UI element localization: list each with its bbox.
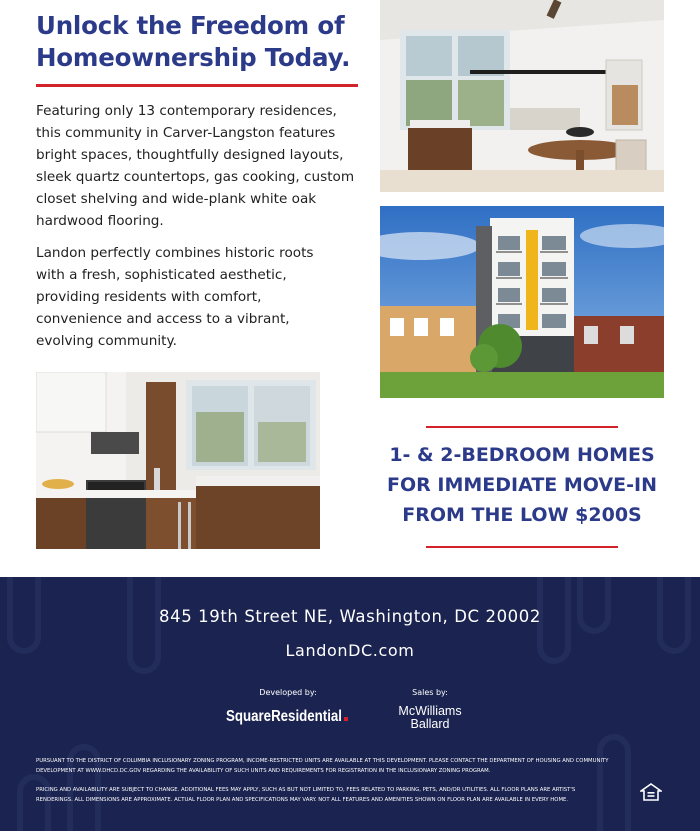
offer-line-2: FOR IMMEDIATE MOVE-IN — [387, 474, 657, 496]
equal-housing-opportunity-icon — [640, 783, 662, 801]
website-link[interactable]: LandonDC.com — [285, 641, 415, 660]
headline-underline — [36, 84, 358, 87]
description-paragraph-2: Landon perfectly combines historic roots with a fresh, sophisticated aesthetic, providing residents with comfort, convenience and access to a vibrant, evolving community. — [36, 245, 314, 349]
description-paragraph-1: Featuring only 13 contemporary residences, this community in Carver-Langston features bright spaces, thoughtfully designed layouts, sleek quartz countertops, gas cooking, custom closet shelving and wide-plank white oak hardwood flooring. — [36, 103, 355, 229]
offer-line-1: 1- & 2-BEDROOM HOMES — [389, 444, 655, 466]
living-room-photo — [380, 0, 664, 192]
footer — [0, 577, 700, 831]
sales-by-label: Sales by: — [412, 688, 448, 697]
offer-bottom-rule — [426, 546, 618, 548]
pricing-disclaimer: PRICING AND AVAILABILITY ARE SUBJECT TO CHANGE. ADDITIONAL FEES MAY APPLY, SUCH AS BUT NOT LIMITED TO, FEES RELATED TO PARKING, PETS, AND/OR UTILITIES. ALL FLOOR PLANS ARE ARTIST'S RENDERINGS. ALL DIMENSIONS ARE APPROXIMATE. ACTUAL FLOOR PLAN AND SPECIFICATIONS MAY VARY. NOT ALL FEATURES AND AMENITIES SHOWN ON FLOOR PLAN ARE AVAILABLE IN EVERY HOME. — [36, 787, 576, 803]
offer-line-3: FROM THE LOW $200S — [402, 504, 642, 526]
property-address: 845 19th Street NE, Washington, DC 20002 — [159, 607, 541, 626]
square-residential-logo — [222, 703, 354, 727]
offer-top-rule — [426, 426, 618, 428]
building-exterior-photo — [380, 206, 664, 398]
sales-name-line-2: Ballard — [410, 717, 450, 731]
developed-by-label: Developed by: — [259, 688, 317, 697]
offer-callout — [370, 440, 674, 530]
developer-name: SquareResidential — [226, 708, 342, 725]
inclusionary-zoning-disclaimer: PURSUANT TO THE DISTRICT OF COLUMBIA INCLUSIONARY ZONING PROGRAM, INCOME-RESTRICTED UNITS ARE AVAILABLE AT THIS DEVELOPMENT. PLEASE CONTACT THE DEPARTMENT OF HOUSING AND COMMUNITY DEVELOPMENT AT WWW.DHCD.DC.GOV REGARDING THE AVAILABILITY OF SUCH UNITS AND REQUIREMENTS FOR REGISTRATION IN THE INCLUSIONARY ZONING PROGRAM. — [36, 758, 609, 774]
kitchen-photo — [36, 372, 320, 549]
sales-name-line-1: McWilliams — [398, 704, 462, 718]
headline: Unlock the Freedom of Homeownership Today. — [36, 11, 351, 72]
mcwilliams-ballard-logo — [384, 703, 476, 731]
